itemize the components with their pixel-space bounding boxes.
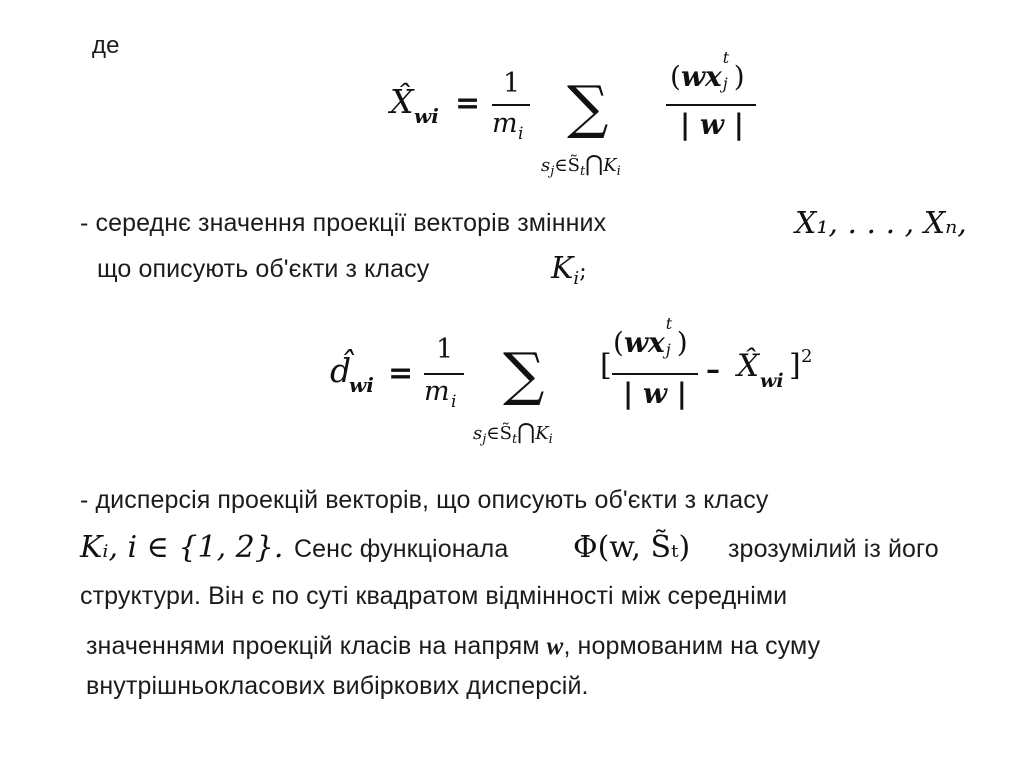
formula2-bracket-close: ] [789,348,801,383]
formula2-term-line [612,373,698,375]
formula2-power: 2 [801,346,813,367]
formula2-lhs-symbol: d̂ [330,351,352,390]
paragraph-line-2-math-b: Φ(w, S̃ₜ) [573,530,691,565]
paragraph-line-2-math: Kᵢ, i ∈ {1, 2}. [80,530,284,565]
formula2-term-num: (wx t j ) [613,314,688,359]
formula1-frac-num: 1 [503,68,521,99]
intro-word: де [92,32,120,59]
formula2-sum-limit: $s_j\in S̃_t⋂K_i$ [473,420,553,447]
description-line-1: - середнє значення проекції векторів змінних [80,209,607,237]
formula1-term-line [666,104,756,106]
formula2-frac-num: 1 [436,334,454,365]
paragraph-line-2-text-a: Сенс функціонала [294,535,509,563]
formula2-x-sub: wi [760,370,784,392]
formula2-bracket-open: [ [600,348,612,383]
formula1-sigma: ∑ [567,73,609,141]
formula2-x-hat: X̂ [737,348,760,384]
formula1-frac-den-sub: i [518,124,524,144]
formula2-frac-den-sub: i [451,392,457,412]
formula2-frac-den: m [424,376,450,407]
formula1-frac-line [492,104,530,106]
description-line-1-math: X₁, . . . , Xₙ, [795,206,967,241]
description-line-2-math: $K_i$; [551,251,587,289]
paragraph-line-5: внутрішньокласових вибіркових дисперсій. [86,672,589,700]
direction-w-symbol: w [546,633,564,660]
paragraph-line-4: значеннями проекцій класів на напрям w, нормованим на суму [86,632,821,660]
formula1-equals: = [455,86,481,121]
formula2-lhs-sub: wi [349,373,374,397]
paragraph-line-1: - дисперсія проекцій векторів, що описують об'єкти з класу [80,486,769,514]
description-line-2: що описують об'єкти з класу [97,255,430,283]
formula1-term-den: | w | [680,108,744,141]
formula2-minus: – [706,353,720,386]
formula1-sum-limit: $s_j\in S̃_t⋂K_i$ [541,152,621,179]
formula2-frac-line [424,373,464,375]
formula1-lhs-symbol: X̂ [390,82,414,121]
formula2-equals: = [388,356,414,391]
paragraph-line-3: структури. Він є по суті квадратом відмінності між середніми [80,582,788,610]
formula1-frac-den: m [492,108,518,139]
formula1-lhs-sub: wi [414,104,439,128]
formula1-term-num: (wx t j ) [670,48,745,93]
formula2-sigma: ∑ [503,340,545,408]
formula2-term-den: | w | [623,377,687,410]
paragraph-line-2-text-c: зрозумілий із його [728,535,939,563]
